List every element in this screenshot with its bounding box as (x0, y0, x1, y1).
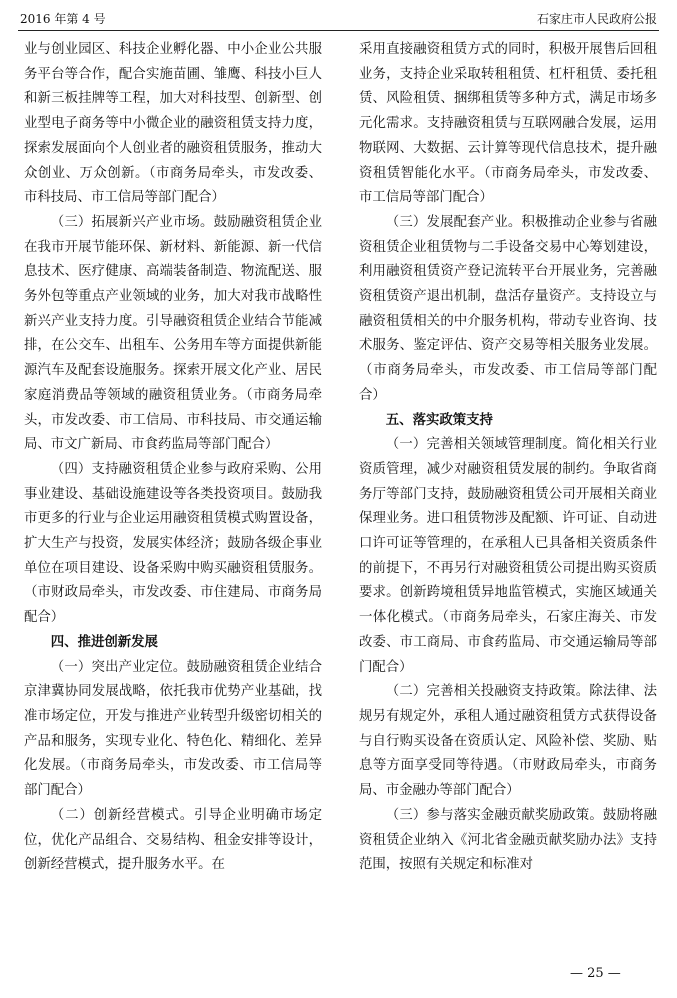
paragraph: 采用直接融资租赁方式的同时，积极开展售后回租业务，支持企业采取转租租赁、杠杆租赁、委托租赁、风险租赁、捆绑租赁等多种方式，满足市场多元化需求。支持融资租赁与互联网融合发展，运用物联网、大数据、云计算等现代信息技术，提升融资租赁智能化水平。（市商务局牵头，市发改委、市工信局等部门配合） (359, 42, 657, 206)
section-heading: 五、落实政策支持 (385, 412, 493, 428)
paragraph: （一）完善相关领域管理制度。简化相关行业资质管理，减少对融资租赁发展的制约。争取省商务厅等部门支持，鼓励融资租赁公司开展相关商业保理业务。进口租赁物涉及配额、许可证、自动进口许可证等管理的，在承租人已具备相关资质条件的前提下，不再另行对融资租赁公司提出购买资质要求。创新跨境租赁异地监管模式，实施区域通关一体化模式。（市商务局牵头，石家庄海关、市发改委、市工商局、市食药监局、市交通运输局等部门配合） (359, 437, 657, 675)
paragraph: （二）完善相关投融资支持政策。除法律、法规另有规定外，承租人通过融资租赁方式获得设备与自行购买设备在资质认定、风险补偿、奖励、贴息等方面享受同等待遇。（市财政局牵头，市商务局、市金融办等部门配合） (359, 684, 657, 799)
publication-title: 石家庄市人民政府公报 (536, 12, 657, 26)
paragraph: （三）参与落实金融贡献奖励政策。鼓励将融资租赁企业纳入《河北省金融贡献奖励办法》支持范围，按照有关规定和标准对 (359, 807, 657, 873)
issue-label: 2016 年第 4 号 (20, 12, 106, 26)
page-number: — 25 — (570, 966, 621, 981)
left-column (24, 38, 322, 878)
paragraph: （三）拓展新兴产业市场。鼓励融资租赁企业在我市开展节能环保、新材料、新能源、新一代信息技术、医疗健康、高端装备制造、物流配送、服务外包等重点产业领域的业务，加大对我市战略性新兴产业支持力度。引导融资租赁企业结合节能减排，在公交车、出租车、公务用车等方面提供新能源汽车及配套设施服务。探索开展文化产业、居民家庭消费品等领域的融资租赁业务。（市商务局牵头，市发改委、市工信局、市科技局、市交通运输局、市文广新局、市食药监局等部门配合） (24, 214, 322, 453)
paragraph: （二）创新经营模式。引导企业明确市场定位，优化产品组合、交易结构、租金安排等设计，创新经营模式，提升服务水平。在 (24, 807, 322, 873)
right-column (359, 38, 657, 878)
paragraph: （一）突出产业定位。鼓励融资租赁企业结合京津冀协同发展战略，依托我市优势产业基础，找准市场定位，开发与推进产业转型升级密切相关的产品和服务，实现专业化、特色化、精细化、差异化发展。（市商务局牵头，市发改委、市工信局等部门配合） (24, 659, 322, 799)
section-heading: 四、推进创新发展 (50, 634, 158, 650)
page-header (18, 8, 659, 31)
paragraph: （三）发展配套产业。积极推动企业参与省融资租赁企业租赁物与二手设备交易中心筹划建设，利用融资租赁资产登记流转平台开展业务，完善融资租赁资产退出机制，盘活存量资产。支持设立与融资租赁相关的中介服务机构，带动专业咨询、技术服务、鉴定评估、资产交易等相关服务业发展。（市商务局牵头，市发改委、市工信局等部门配合） (359, 214, 657, 403)
paragraph: 业与创业园区、科技企业孵化器、中小企业公共服务平台等合作，配合实施苗圃、雏鹰、科技小巨人和新三板挂牌等工程，加大对科技型、创新型、创业型电子商务等中小微企业的融资租赁支持力度，探索发展面向个人创业者的融资租赁服务，推动大众创业、万众创新。（市商务局牵头，市发改委、市科技局、市工信局等部门配合） (24, 42, 322, 206)
paragraph: （四）支持融资租赁企业参与政府采购、公用事业建设、基础设施建设等各类投资项目。鼓励我市更多的行业与企业运用融资租赁模式购置设备，扩大生产与投资，发展实体经济；鼓励各级企事业单位在项目建设、设备采购中购买融资租赁服务。（市财政局牵头，市发改委、市住建局、市商务局配合） (24, 461, 322, 626)
